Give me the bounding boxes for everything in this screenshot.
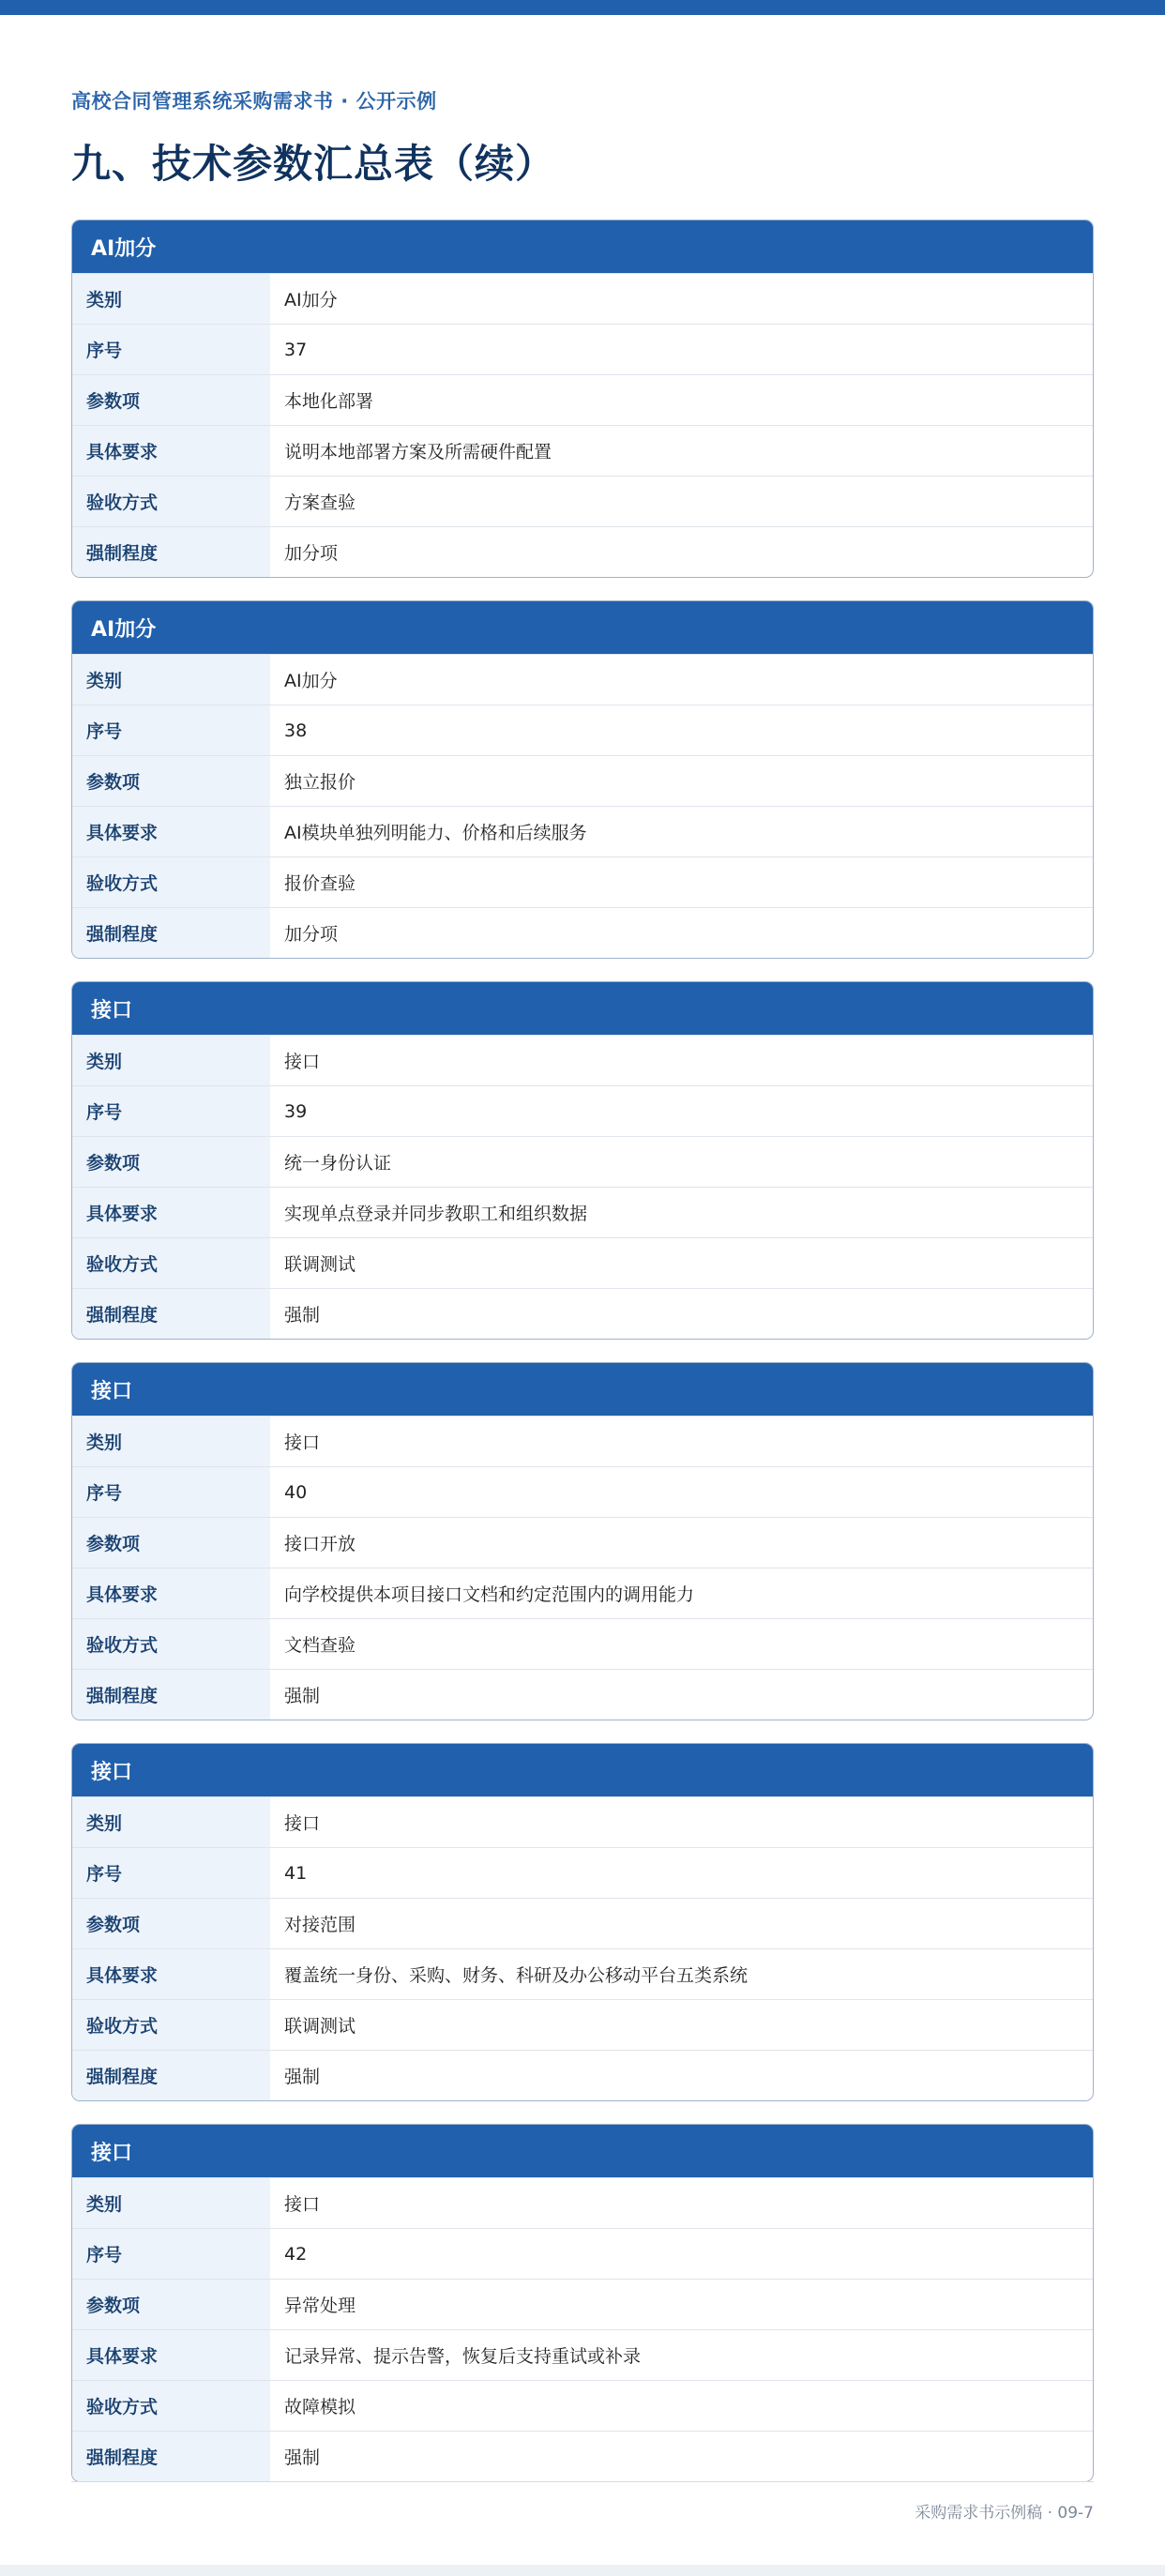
row-value: 报价查验 xyxy=(284,873,356,894)
table-row xyxy=(72,1136,1093,1187)
table-row xyxy=(72,654,1093,705)
row-label: 具体要求 xyxy=(72,426,270,476)
row-value: 说明本地部署方案及所需硬件配置 xyxy=(284,442,552,462)
table-row xyxy=(72,1948,1093,1999)
row-label: 参数项 xyxy=(72,756,270,806)
table-row xyxy=(72,1669,1093,1720)
table-row xyxy=(72,755,1093,806)
table-row xyxy=(72,856,1093,907)
row-value: AI加分 xyxy=(284,671,338,691)
row-value: 本地化部署 xyxy=(284,391,374,412)
page-title: 九、技术参数汇总表（续） xyxy=(71,141,556,187)
row-value: 覆盖统一身份、采购、财务、科研及办公移动平台五类系统 xyxy=(284,1965,749,1986)
row-value: 记录异常、提示告警，恢复后支持重试或补录 xyxy=(284,2346,642,2367)
table-row xyxy=(72,1416,1093,1466)
table-row xyxy=(72,1847,1093,1898)
table-row xyxy=(72,1288,1093,1339)
row-value: 接口开放 xyxy=(284,1534,356,1554)
table-row xyxy=(72,2380,1093,2431)
bottom-bar xyxy=(0,2565,1165,2576)
row-value: AI模块单独列明能力、价格和后续服务 xyxy=(284,823,587,843)
card-heading: 接口 xyxy=(72,2125,1093,2177)
row-value: 独立报价 xyxy=(284,772,356,793)
row-value: 接口 xyxy=(284,1052,321,1072)
table-row xyxy=(72,1466,1093,1517)
table-row xyxy=(72,2050,1093,2100)
row-value: 强制 xyxy=(284,2447,321,2468)
table-row xyxy=(72,476,1093,526)
row-label: 序号 xyxy=(72,1848,270,1898)
row-label: 序号 xyxy=(72,705,270,755)
row-label: 具体要求 xyxy=(72,1949,270,1999)
row-label: 验收方式 xyxy=(72,1619,270,1669)
row-label: 序号 xyxy=(72,325,270,374)
table-row xyxy=(72,2279,1093,2329)
row-label: 验收方式 xyxy=(72,857,270,907)
row-value: 42 xyxy=(284,2243,308,2265)
table-row xyxy=(72,526,1093,577)
parameter-cards xyxy=(71,220,1094,2505)
row-value: 接口 xyxy=(284,2194,321,2215)
table-row xyxy=(72,1237,1093,1288)
card-heading: 接口 xyxy=(72,1363,1093,1416)
table-row xyxy=(72,705,1093,755)
row-value: 39 xyxy=(284,1100,308,1122)
row-label: 参数项 xyxy=(72,1518,270,1568)
row-value: 实现单点登录并同步教职工和组织数据 xyxy=(284,1204,588,1224)
row-value: 强制 xyxy=(284,2067,321,2087)
row-label: 序号 xyxy=(72,1086,270,1136)
table-row xyxy=(72,1999,1093,2050)
row-value: 方案查验 xyxy=(284,492,356,513)
card-heading: 接口 xyxy=(72,1744,1093,1796)
row-label: 类别 xyxy=(72,1797,270,1847)
row-label: 类别 xyxy=(72,1417,270,1466)
table-row xyxy=(72,2431,1093,2481)
row-label: 强制程度 xyxy=(72,527,270,577)
row-value: 向学校提供本项目接口文档和约定范围内的调用能力 xyxy=(284,1584,695,1605)
table-row xyxy=(72,1517,1093,1568)
row-value: 故障模拟 xyxy=(284,2397,356,2417)
row-label: 强制程度 xyxy=(72,908,270,958)
row-label: 强制程度 xyxy=(72,1670,270,1720)
row-label: 序号 xyxy=(72,2229,270,2279)
table-row xyxy=(72,273,1093,324)
table-row xyxy=(72,2228,1093,2279)
row-label: 参数项 xyxy=(72,1137,270,1187)
row-label: 强制程度 xyxy=(72,2051,270,2100)
card-heading: AI加分 xyxy=(72,220,1093,273)
row-label: 具体要求 xyxy=(72,807,270,856)
document-subtitle: 高校合同管理系统采购需求书 · 公开示例 xyxy=(71,90,437,113)
row-value: 接口 xyxy=(284,1432,321,1453)
top-accent-bar xyxy=(0,0,1165,15)
row-value: 对接范围 xyxy=(284,1915,356,1935)
row-value: 40 xyxy=(284,1481,308,1503)
row-label: 验收方式 xyxy=(72,477,270,526)
row-label: 强制程度 xyxy=(72,1289,270,1339)
table-row xyxy=(72,1568,1093,1618)
row-label: 强制程度 xyxy=(72,2432,270,2481)
table-row xyxy=(72,2329,1093,2380)
row-value: 41 xyxy=(284,1862,308,1884)
row-value: 异常处理 xyxy=(284,2296,356,2316)
table-row xyxy=(72,907,1093,958)
footer-divider xyxy=(71,2481,1094,2482)
table-row xyxy=(72,324,1093,374)
row-value: 加分项 xyxy=(284,543,339,564)
parameter-card xyxy=(71,1743,1094,2101)
parameter-card xyxy=(71,600,1094,959)
footer-text: 采购需求书示例稿 · 09-7 xyxy=(915,2504,1094,2523)
row-label: 验收方式 xyxy=(72,1238,270,1288)
table-row xyxy=(72,1187,1093,1237)
row-label: 验收方式 xyxy=(72,2000,270,2050)
row-value: 接口 xyxy=(284,1813,321,1834)
row-label: 具体要求 xyxy=(72,1568,270,1618)
table-row xyxy=(72,806,1093,856)
row-value: 联调测试 xyxy=(284,2016,356,2037)
row-value: 加分项 xyxy=(284,924,339,945)
table-row xyxy=(72,1085,1093,1136)
row-label: 参数项 xyxy=(72,2280,270,2329)
row-label: 类别 xyxy=(72,655,270,705)
table-row xyxy=(72,1618,1093,1669)
table-row xyxy=(72,1796,1093,1847)
row-label: 类别 xyxy=(72,2178,270,2228)
table-row xyxy=(72,2177,1093,2228)
row-label: 验收方式 xyxy=(72,2381,270,2431)
card-heading: AI加分 xyxy=(72,601,1093,654)
parameter-card xyxy=(71,220,1094,578)
row-value: 强制 xyxy=(284,1305,321,1326)
row-value: 38 xyxy=(284,720,308,741)
row-label: 类别 xyxy=(72,274,270,324)
parameter-card xyxy=(71,981,1094,1340)
row-value: 强制 xyxy=(284,1686,321,1706)
parameter-card xyxy=(71,1362,1094,1720)
table-row xyxy=(72,1035,1093,1085)
row-label: 参数项 xyxy=(72,375,270,425)
row-value: 37 xyxy=(284,339,308,360)
parameter-card xyxy=(71,2124,1094,2482)
card-heading: 接口 xyxy=(72,982,1093,1035)
row-label: 参数项 xyxy=(72,1899,270,1948)
row-value: 联调测试 xyxy=(284,1254,356,1275)
row-label: 序号 xyxy=(72,1467,270,1517)
row-label: 具体要求 xyxy=(72,1188,270,1237)
row-label: 具体要求 xyxy=(72,2330,270,2380)
row-value: 文档查验 xyxy=(284,1635,356,1656)
row-label: 类别 xyxy=(72,1036,270,1085)
row-value: 统一身份认证 xyxy=(284,1153,392,1174)
row-value: AI加分 xyxy=(284,290,338,311)
table-row xyxy=(72,1898,1093,1948)
table-row xyxy=(72,425,1093,476)
table-row xyxy=(72,374,1093,425)
